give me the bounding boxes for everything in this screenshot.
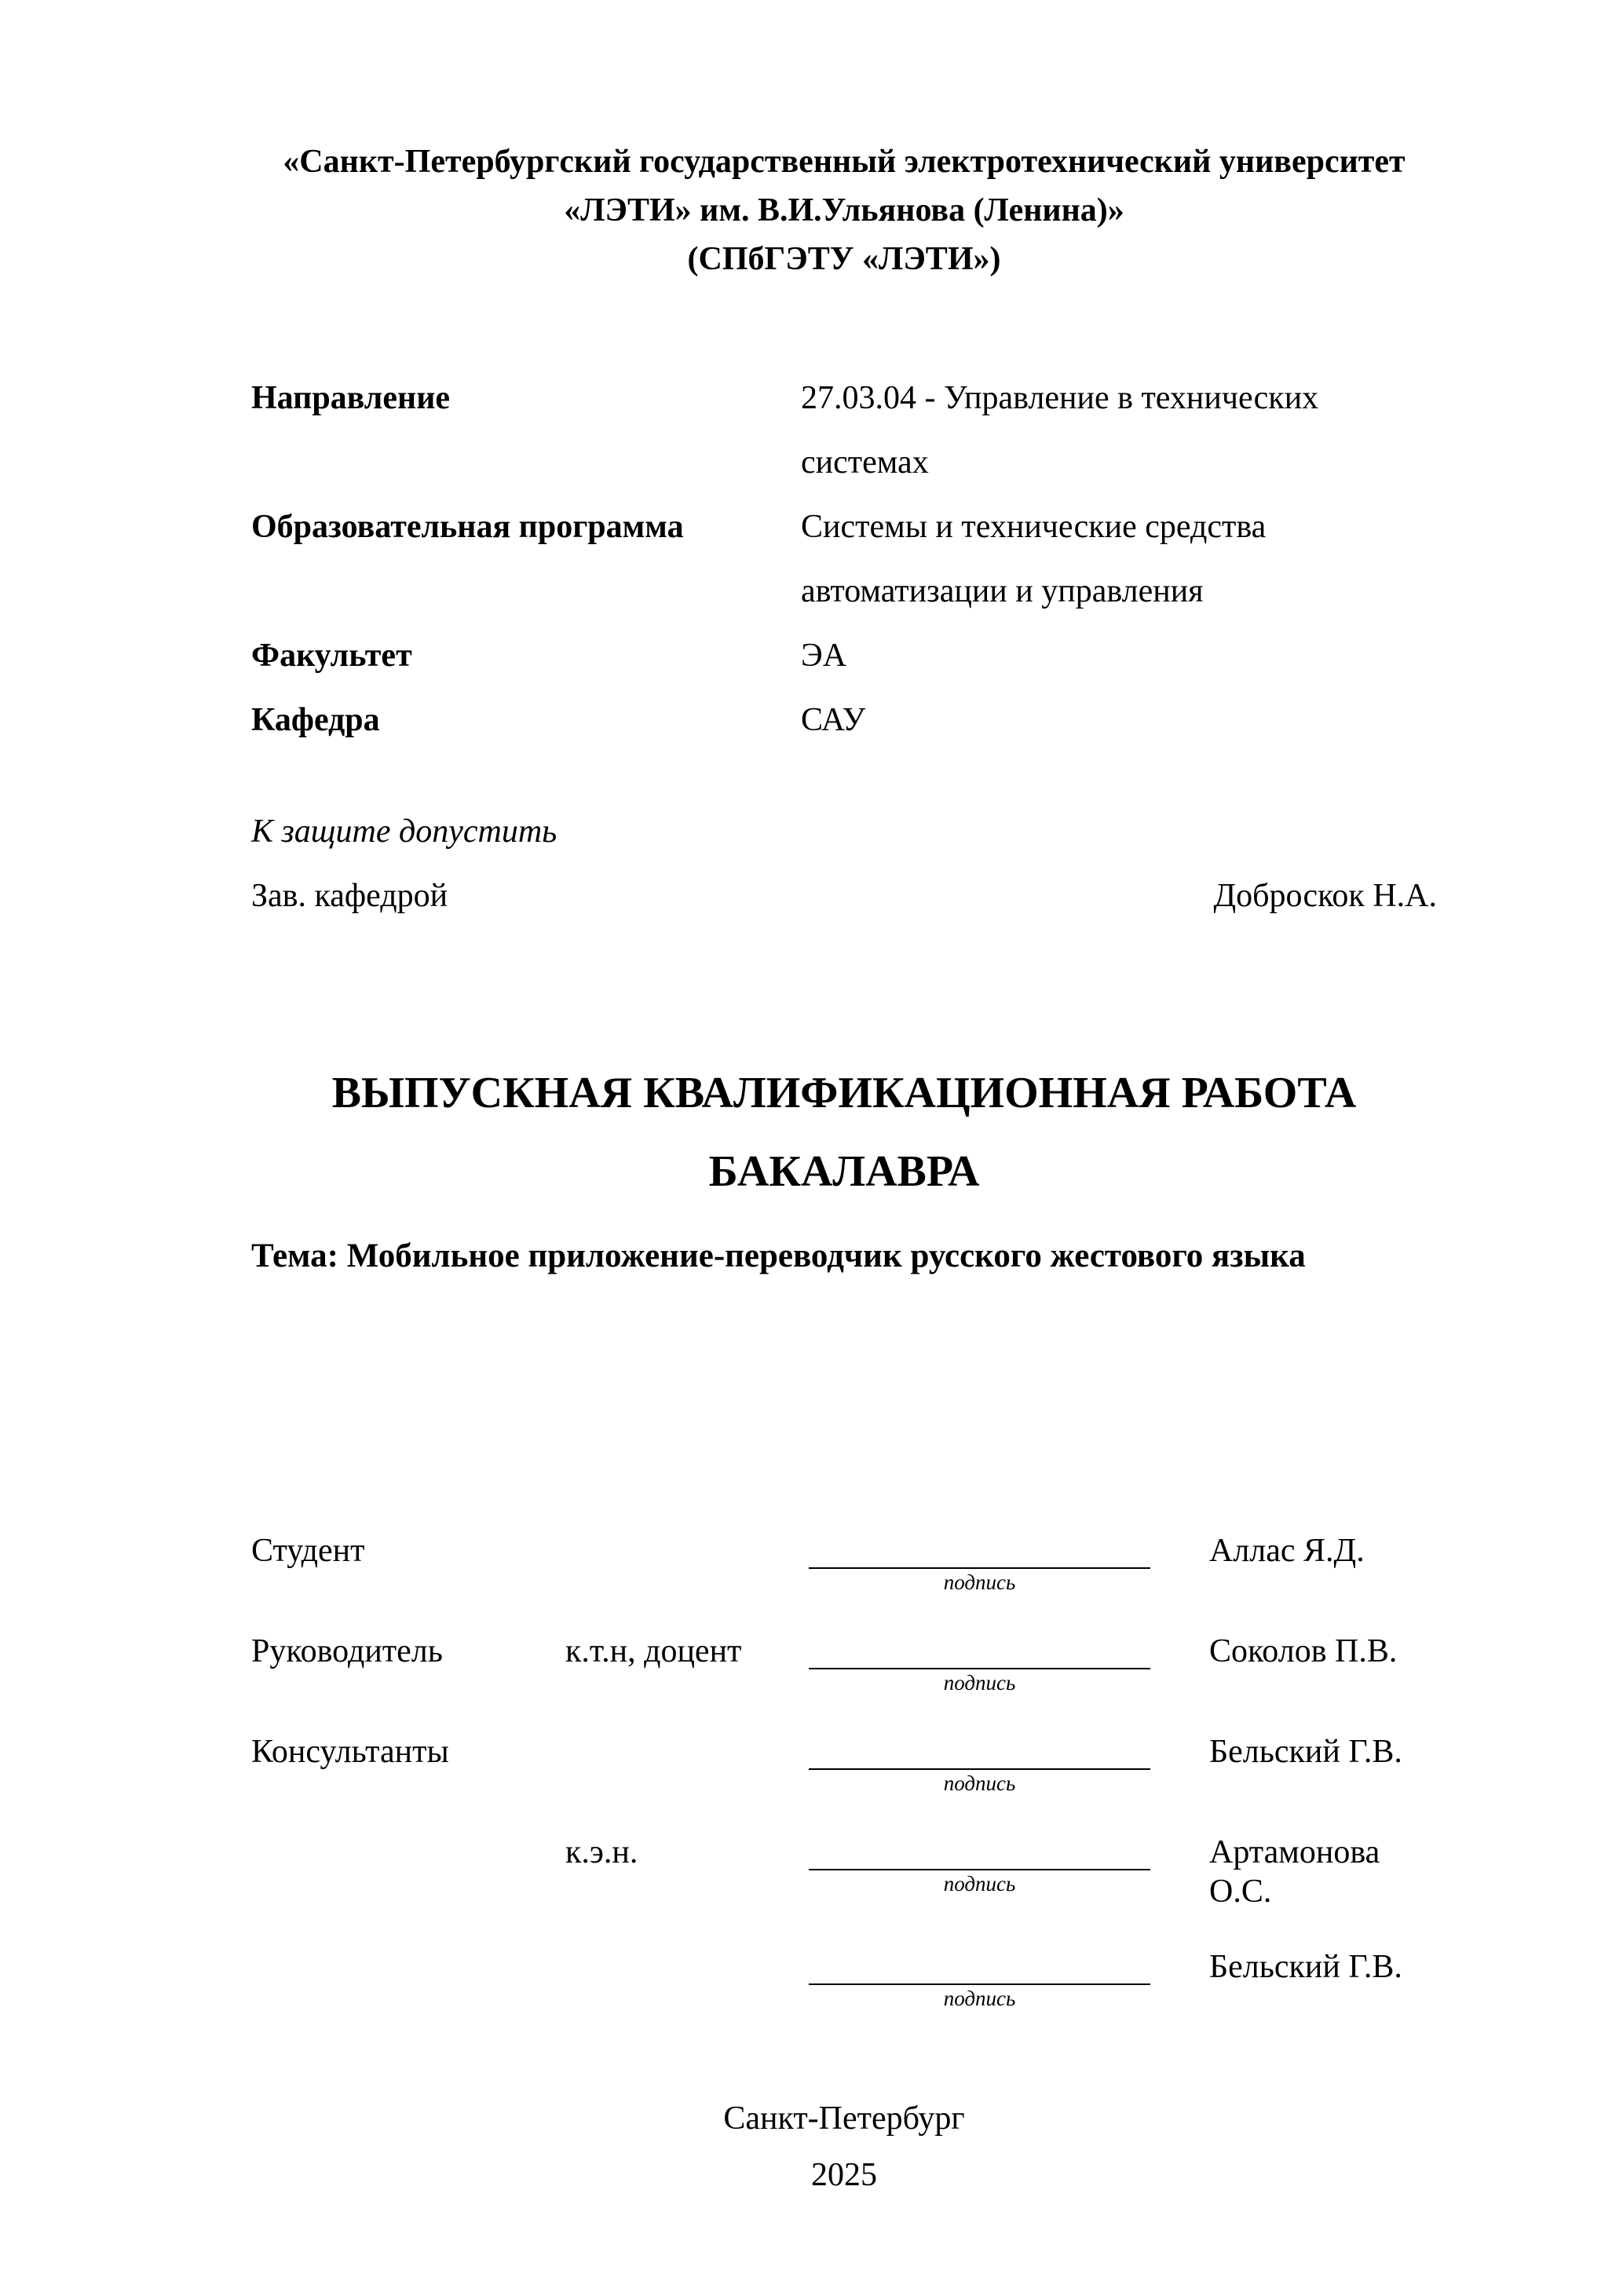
signature-line [809,1947,1150,1985]
work-theme: Тема: Мобильное приложение-переводчик русского жестового языка [251,1238,1306,1274]
info-label-direction: Направление [251,380,451,416]
signature-degree: к.э.н. [565,1834,638,1870]
work-title-line1: ВЫПУСКНАЯ КВАЛИФИКАЦИОННАЯ РАБОТА [331,1069,1357,1117]
signature-caption: подпись [943,1570,1016,1594]
signature-row-student [251,1531,1437,1596]
university-header [251,137,1437,283]
signature-line [809,1531,1150,1569]
signature-field [809,1632,1150,1696]
info-label-program: Образовательная программа [251,509,684,545]
title-page-content [251,137,1437,2203]
signature-row-supervisor [251,1632,1437,1696]
signature-field [809,1947,1150,2012]
signature-name: Аллас Я.Д. [1209,1533,1365,1569]
signature-role: Студент [251,1533,365,1569]
admission-block [251,799,1437,928]
admission-statement: К защите допустить [251,813,557,850]
signature-row-consultant-3 [251,1947,1437,2012]
footer-year: 2025 [811,2157,877,2193]
signature-field [809,1833,1150,1897]
info-value-direction: 27.03.04 - Управление в технических системах [801,380,1319,481]
signature-line [809,1833,1150,1870]
admission-name: Доброскок Н.А. [1213,878,1437,914]
signature-caption: подпись [943,1872,1016,1896]
signature-row-consultant-1 [251,1732,1437,1797]
admission-signatory-row [251,864,1437,928]
signature-name: Артамонова О.С. [1209,1834,1380,1910]
university-name-line1: «Санкт-Петербургский государственный электротехнический университет [283,144,1406,180]
signature-caption: подпись [943,1671,1016,1695]
signature-field [809,1531,1150,1596]
admission-role: Зав. кафедрой [251,878,448,914]
signature-field [809,1732,1150,1797]
university-name-line2: «ЛЭТИ» им. В.И.Ульянова (Ленина)» [564,192,1124,229]
work-title [251,1054,1437,1211]
signature-name: Бельский Г.В. [1209,1734,1402,1770]
signature-caption: подпись [943,1771,1016,1795]
footer [251,2090,1437,2203]
program-info-table [251,366,1437,752]
work-title-line2: БАКАЛАВРА [708,1147,980,1196]
signature-role: Консультанты [251,1734,449,1770]
signature-name: Соколов П.В. [1209,1633,1398,1669]
signature-degree: к.т.н, доцент [565,1633,742,1669]
signatures-section [251,1531,1437,2012]
signature-role: Руководитель [251,1633,443,1669]
signature-line [809,1632,1150,1669]
info-value-department: САУ [801,702,866,738]
info-value-program: Системы и технические средства автоматизации и управления [801,509,1267,609]
signature-line [809,1732,1150,1770]
signature-name: Бельский Г.В. [1209,1949,1402,1985]
footer-city: Санкт-Петербург [723,2100,965,2137]
info-label-faculty: Факультет [251,638,412,674]
university-abbreviation: (СПбГЭТУ «ЛЭТИ») [687,241,1001,277]
signature-caption: подпись [943,1987,1016,2010]
signature-row-consultant-2 [251,1833,1437,1911]
info-value-faculty: ЭА [801,638,847,674]
info-label-department: Кафедра [251,702,380,738]
